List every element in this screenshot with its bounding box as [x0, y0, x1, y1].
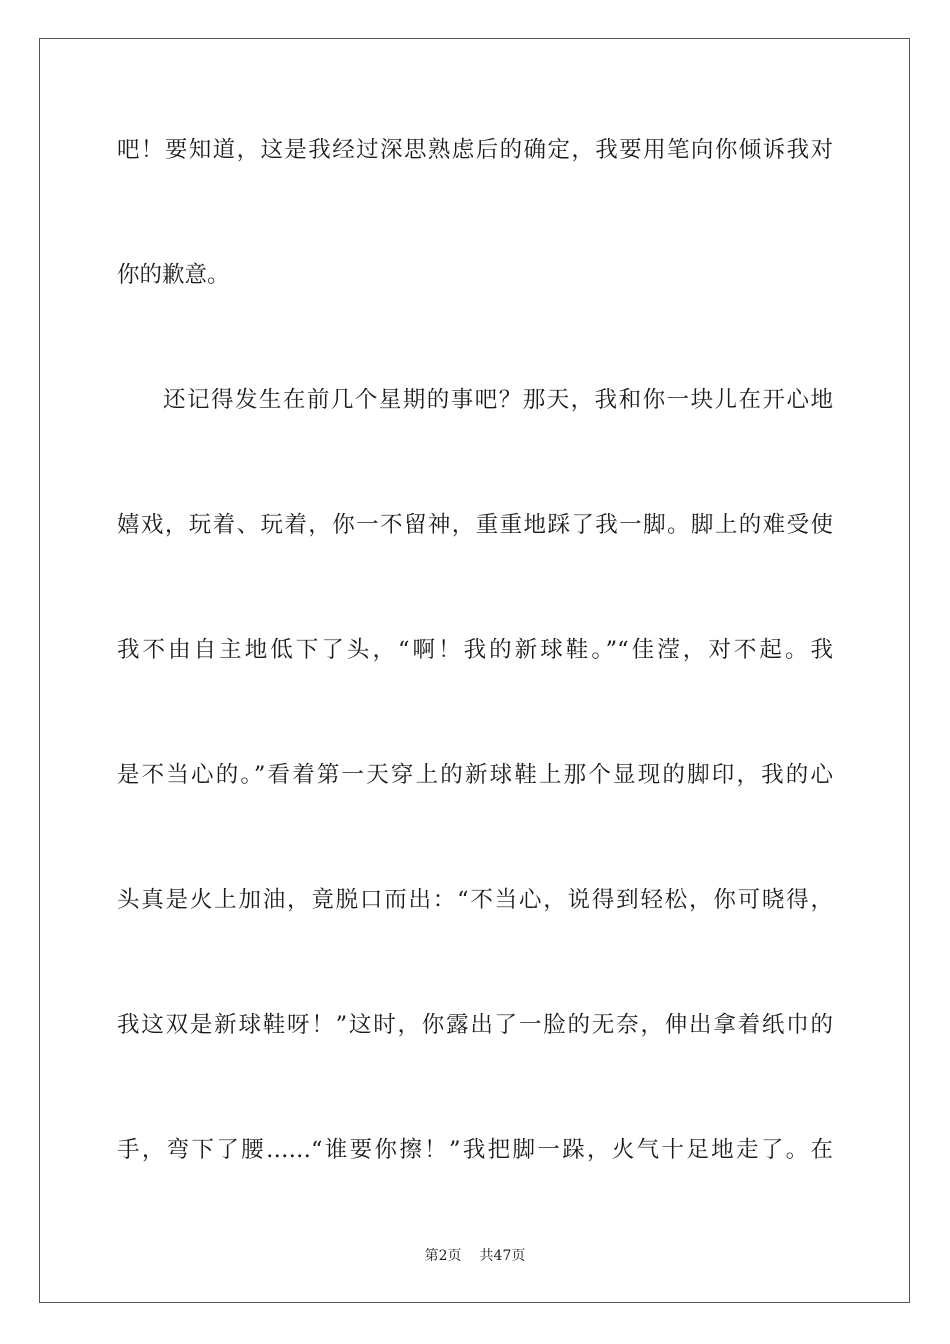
page-footer — [0, 1247, 950, 1265]
text-line: 吧！要知道，这是我经过深思熟虑后的确定，我要用笔向你倾诉我对 — [117, 137, 833, 163]
text-line: 我不由自主地低下了头，“啊！我的新球鞋。”“佳滢，对不起。我 — [117, 637, 833, 663]
text-line: 手，弯下了腰……“谁要你擦！”我把脚一跺，火气十足地走了。在 — [117, 1137, 833, 1163]
text-line: 头真是火上加油，竟脱口而出：“不当心，说得到轻松，你可晓得， — [117, 887, 833, 913]
text-line: 我这双是新球鞋呀！”这时，你露出了一脸的无奈，伸出拿着纸巾的 — [117, 1012, 833, 1038]
text-line: 你的歉意。 — [117, 262, 230, 288]
text-line: 还记得发生在前几个星期的事吧？那天，我和你一块儿在开心地 — [163, 387, 833, 413]
text-line: 是不当心的。”看着第一天穿上的新球鞋上那个显现的脚印，我的心 — [117, 762, 833, 788]
page-border — [39, 38, 910, 1303]
page-number: 第2页 — [424, 1248, 462, 1264]
text-line: 嬉戏，玩着、玩着，你一不留神，重重地踩了我一脚。脚上的难受使 — [117, 512, 833, 538]
page-total: 共47页 — [479, 1248, 526, 1264]
